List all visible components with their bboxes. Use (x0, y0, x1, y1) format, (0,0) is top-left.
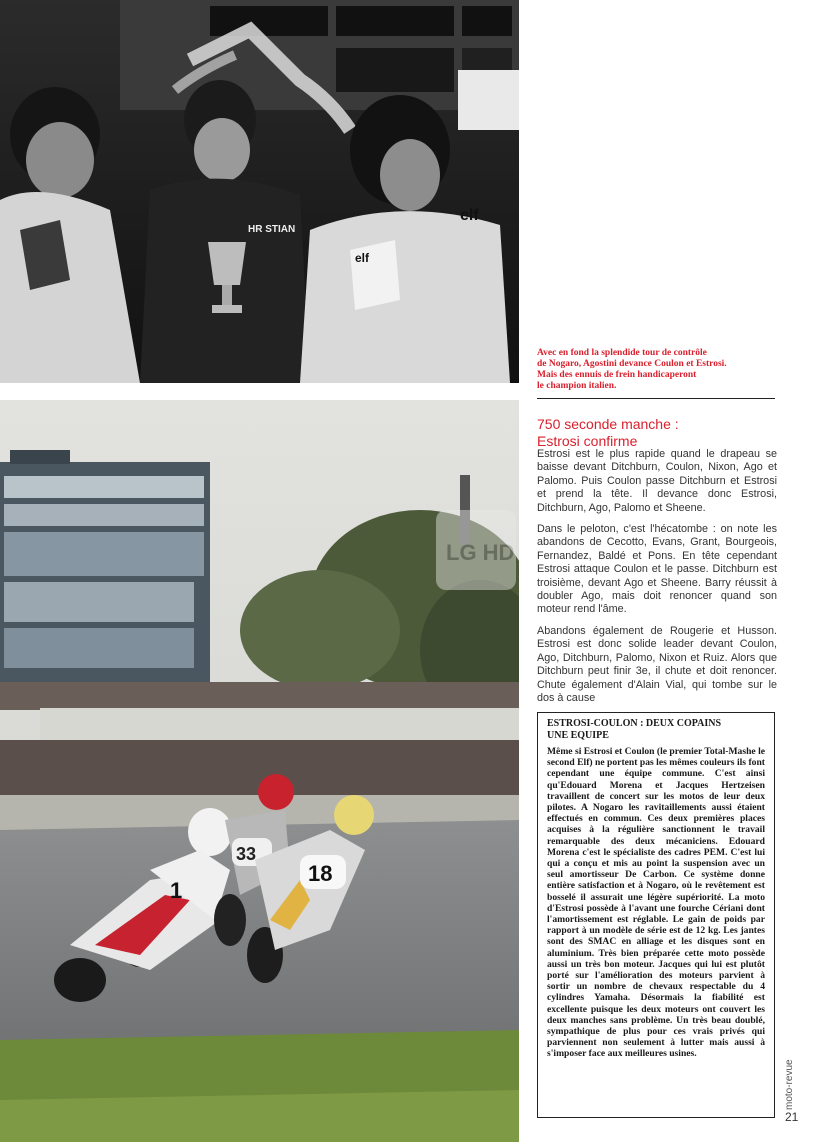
caption-line: le champion italien. (537, 381, 617, 391)
caption-line: Avec en fond la splendide tour de contrôle (537, 348, 707, 358)
podium-photo (0, 0, 519, 383)
headline-line-1: 750 seconde manche : (537, 416, 679, 432)
jacket-logo-text-2: elf (355, 251, 370, 265)
jacket-logo-text: elf (460, 207, 479, 224)
race-number-33: 33 (236, 844, 257, 864)
section-divider (537, 398, 775, 399)
watermark-logo (436, 510, 516, 590)
race-number-18: 18 (308, 861, 333, 886)
magazine-name-text: moto-revue (784, 1059, 795, 1110)
race-photo (0, 400, 519, 1142)
article-headline (537, 416, 777, 450)
sidebar-box-body: Même si Estrosi et Coulon (le premier Total-Mashe le second Elf) ne portent pas les mêmes couleurs ils font cependant une équipe commune. C'est ainsi qu'Edouard Morena et Jacques Hertzeisen travaillent de concert sur les motos de leur deux pilotes. A Nogaro les ravitaillements aussi étaient effectués en commun. Ces deux premières places acquises à la régulière sanctionnent le travail remarquable des deux mécaniciens. Edouard Morena c'est le spécialiste des cadres PEM. C'est lui qui a conçu et mis au point la suspension avec un seul amortisseur De Carbon. Ce système donne entière satisfaction et à Nogaro, où le revêtement est bosselé il assurait une légère supériorité. La moto d'Estrosi possède à l'avant une fourche Cériani dont l'amortissement est réglable. Le gain de poids par rapport à un modèle de série est de 12 kg. Les jantes sont des SMAC en alliage et les disques sont en aluminium. Très bien préparée cette moto possède aussi un très bon moteur. Jacques qui lui est plutôt porté sur l'amélioration des moteurs parvient à sortir un nombre de chevaux respectable du 4 cylindres Yamaha. Désormais la fiabilité est excellente puisque les deux moteurs ont couvert les deux manches sans problème. Un très beau doublé, sympathique de plus pour ces vrais privés qui parviennent non seulement à lutter mais aussi à s'imposer face aux meilleures usines. (547, 746, 765, 1060)
jacket-name-text: HR STIAN (248, 224, 296, 235)
article-paragraph: Estrosi est le plus rapide quand le drapeau se baisse devant Ditchburn, Coulon, Nixon, Ago et Palomo. Puis Coulon passe Ditchburn et Estrosi et prend la tête. Il devance donc Estrosi, Ditchburn, Ago, Palomo et Sheene. (537, 448, 777, 514)
caption-line: de Nogaro, Agostini devance Coulon et Estrosi. (537, 359, 727, 369)
watermark-text: LG HD (446, 540, 515, 565)
page-number: 21 (785, 1110, 799, 1124)
sidebar-title-line-2: UNE EQUIPE (547, 730, 609, 741)
caption-line: Mais des ennuis de frein handicaperont (537, 370, 697, 380)
article-body (537, 448, 777, 713)
article-paragraph: Dans le peloton, c'est l'hécatombe : on note les abandons de Cecotto, Evans, Grant, Bourgeois, Fernandez, Baldé et Pons. En tête cependant Estrosi attaque Coulon et le passe. Ditchburn est troisième, devant Ago et Sheene. Barry réussit à doubler Ago, mais doit renoncer quand son moteur rend l'âme. (537, 523, 777, 616)
race-photo-image (0, 400, 519, 1142)
photo-caption (537, 348, 797, 392)
podium-photo-image (0, 0, 519, 383)
sidebar-title-line-1: ESTROSI-COULON : DEUX COPAINS (547, 718, 722, 729)
sidebar-box (537, 712, 775, 1118)
race-number-1: 1 (170, 878, 183, 903)
sidebar-box-title (547, 718, 765, 742)
magazine-name (784, 1050, 798, 1110)
headline-line-2: Estrosi confirme (537, 433, 638, 449)
article-paragraph: Abandons également de Rougerie et Husson. Estrosi est donc solide leader devant Coulon, Ago, Ditchburn, Palomo, Nixon et Ruiz. Alors que Ditchburn peut finir 3e, il chute et doit renoncer. Chute également d'Alain Vial, qui tombe sur le dos à cause (537, 624, 777, 704)
